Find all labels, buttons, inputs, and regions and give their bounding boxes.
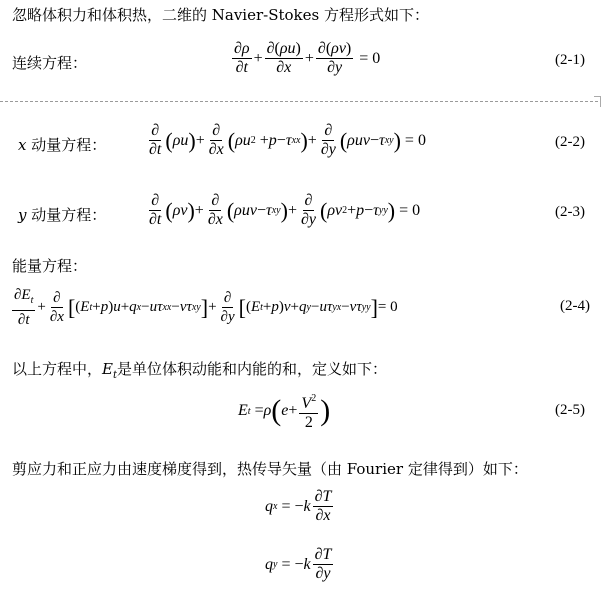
et-definition-text bbox=[12, 358, 387, 381]
equation-number: (2-4) bbox=[560, 298, 590, 314]
label-variable: x bbox=[18, 136, 27, 154]
heat-flux-y-equation: q y = − k $\frac{\partial T}{\partial y}$ bbox=[265, 546, 332, 582]
intro-text: 忽略体积力和体积热，二维的 Navier-Stokes 方程形式如下： bbox=[12, 6, 429, 24]
energy-equation: $\frac{\partial E_t}{\partial t}$ + $\frac{\partial}{\partial x}$ [ ( E t + p ) u + q x − uτ xx − vτ xy ] + $\frac{\partial}{\partial y}$ [ ( E t + p ) v + q y − uτ yx − vτ yy ] = 0 bbox=[14, 287, 398, 328]
total-energy-equation: E t = ρ ( e + $\frac{V^2}{2}$ ) bbox=[238, 390, 330, 432]
equation-number: (2-3) bbox=[555, 204, 585, 220]
stress-text: 剪应力和正应力由速度梯度得到，热传导矢量（由 Fourier 定律得到）如下： bbox=[12, 460, 528, 478]
label-variable: y bbox=[18, 206, 27, 224]
continuity-equation: $\frac{\partial\rho}{\partial t}$ + $\frac{\partial(\rho u)}{\partial x}$ + $\frac{\partial(\rho v)}{\partial y}$ = 0 bbox=[234, 40, 381, 76]
label-text: 动量方程： bbox=[31, 136, 107, 154]
et-var: E bbox=[102, 360, 113, 378]
x-momentum-equation: $\frac{\partial}{\partial t}$ ( ρu ) + $\frac{\partial}{\partial x}$ ( ρu 2 + p − τ xx ) + $\frac{\partial}{\partial y}$ ( ρuv − τ xy ) = 0 bbox=[149, 122, 426, 158]
et-pre: 以上方程中， bbox=[12, 360, 103, 378]
equation-number: (2-5) bbox=[555, 402, 585, 418]
equation-number: (2-2) bbox=[555, 134, 585, 150]
section-divider bbox=[0, 101, 598, 102]
heat-flux-x-equation: q x = − k $\frac{\partial T}{\partial x}$ bbox=[265, 488, 332, 524]
paragraph-mark bbox=[594, 96, 601, 107]
energy-label: 能量方程： bbox=[12, 257, 88, 275]
et-sub: t bbox=[112, 370, 117, 381]
y-momentum-equation: $\frac{\partial}{\partial t}$ ( ρv ) + $\frac{\partial}{\partial x}$ ( ρuv − τ xy ) + $\frac{\partial}{\partial y}$ ( ρv 2 + p − τ yy ) = 0 bbox=[149, 192, 421, 228]
continuity-label: 连续方程： bbox=[12, 54, 88, 72]
label-text: 动量方程： bbox=[31, 206, 107, 224]
y-momentum-label bbox=[18, 204, 106, 225]
equation-number: (2-1) bbox=[555, 52, 585, 68]
x-momentum-label bbox=[18, 134, 106, 155]
et-post: 是单位体积动能和内能的和，定义如下： bbox=[117, 360, 388, 378]
